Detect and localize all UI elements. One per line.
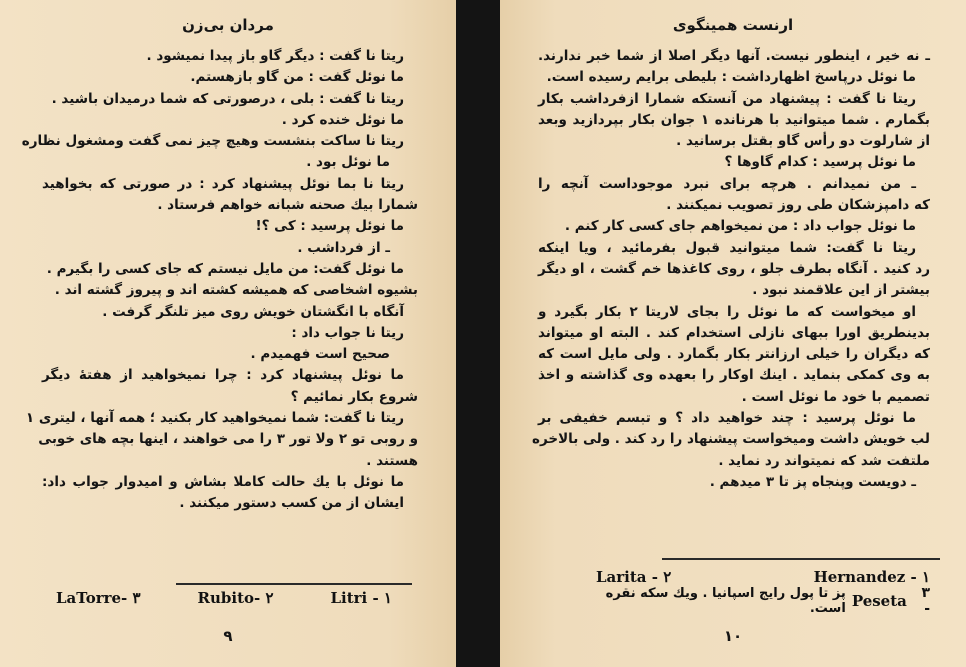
text-line: ریتا نا گفت : پیشنهاد من آنستکه شمارا ازفرداشب بکار [538, 90, 916, 107]
book-gutter [456, 0, 500, 667]
footnote-3-description: پز تا پول رایج اسپانیا . ویك سکه نقره است. [605, 586, 846, 616]
text-line: تصمیم با خود ما نوئل است . [741, 388, 930, 405]
footnote-1: Hernandez - ١ [813, 568, 930, 586]
footnote-3: LaTorre- ٣ [56, 589, 141, 607]
text-line: ریتا نا گفت: شما نمیخواهید کار بکنید ؛ همه آنها ، لیتری ١ [25, 410, 404, 427]
text-line: ریتا نا ساکت بنشست وهیچ چیز نمی گفت ومشغول نظاره [21, 133, 404, 150]
text-line: ریتا نا جواب داد : [291, 324, 404, 341]
text-line: ما نوئل خنده کرد . [281, 111, 404, 128]
text-line: ریتا نا گفت : بلی ، درصورتی که شما درمیدان باشید . [51, 90, 404, 107]
text-line: شمارا بیك صحنه شبانه خواهم فرستاد . [157, 197, 418, 214]
text-line: ریتا نا گفت: شما میتوانید قبول بفرمائید ، ویا اینکه [538, 239, 916, 256]
text-line: ملتفت شد که نمیتواند رد نماید . [718, 452, 930, 469]
text-line: ریتا نا گفت : دیگر گاو باز پیدا نمیشود . [146, 48, 404, 64]
text-line: شروع بکار نمائیم ؟ [290, 388, 418, 405]
page-header: مردان بی‌زن [182, 16, 274, 34]
text-line: هستند . [366, 452, 418, 469]
text-line: بگمارم . شما میتوانید با هرنانده ١ جوان بکار بپردازید وبعد [538, 111, 930, 128]
footnote-3: Peseta [851, 592, 907, 610]
text-line: ما نوئل جواب داد : من نمیخواهم جای کسی کار کنم . [564, 218, 916, 235]
text-line: لب خویش داشت ومیخواست پیشنهاد را رد کند . ولی بالاخره [531, 431, 930, 448]
right-page [500, 0, 966, 667]
text-line: بیشتر از این علاقمند نبود . [752, 282, 930, 299]
text-line: بشیوه اشخاصی که همیشه کشته اند و پیروز گشته اند . [54, 282, 418, 299]
text-line: به وی کمکی بنماید . اینك اوکار را بعهده وی گذاشته و اخذ [538, 367, 930, 384]
footnotes [56, 586, 392, 610]
text-line: که دامپزشکان طی روز تصویب نمیکنند . [666, 197, 930, 214]
text-line: و روبی تو ٢ ولا تور ٣ را می خواهند ، اینها بچه های خوبی [38, 431, 418, 448]
text-line: ما نوئل بود . [306, 154, 390, 171]
text-line: ما نوئل پرسید : کدام گاوها ؟ [724, 154, 916, 171]
text-line: ـ نه خیر ، اینطور نیست. آنها دیگر اصلا از شما خبر ندارند. [538, 48, 930, 64]
text-line: ما نوئل پرسید : کی ؟! [255, 218, 404, 235]
text-line: ـ دویست وپنجاه پز تا ٣ میدهم . [709, 473, 916, 490]
text-line: ـ از فرداشب . [297, 239, 390, 256]
text-line: ما نوئل با یك حالت کاملا بشاش و امیدوار جواب داد: [42, 473, 404, 490]
footnote-1: Litri - ١ [330, 589, 392, 607]
page-number: ١٠ [723, 627, 743, 645]
text-line: ما نوئل پرسید : چند خواهید داد ؟ و تبسم خفیفی بر [538, 410, 916, 427]
text-line: ایشان از من کسب دستور میکنند . [179, 495, 404, 512]
footnotes [596, 565, 930, 617]
body-text [21, 46, 418, 515]
text-line: صحیح است فهمیدم . [250, 346, 390, 363]
text-line: ریتا نا بما نوئل پیشنهاد کرد : در صورتی که بخواهید [42, 175, 404, 192]
text-line: ما نوئل گفت : من گاو بازهستم. [190, 69, 404, 86]
text-line: ما نوئل پیشنهاد کرد : چرا نمیخواهید از هفتهٔ دیگر [42, 367, 404, 384]
body-text [531, 46, 930, 493]
text-line: آنگاه با انگشتان خویش روی میز تلنگر گرفت . [102, 303, 404, 320]
footnote-2: Rubito- ٢ [197, 589, 274, 607]
footnote-3-number: ٣ - [921, 585, 930, 617]
page-header: ارنست همینگوی [672, 16, 794, 34]
footnote-rule [176, 583, 412, 585]
text-line: ما نوئل درپاسخ اظهارداشت : بلیطی برایم رسیده است. [546, 69, 916, 86]
text-line: او میخواست که ما نوئل را بجای لاریتا ٢ بکار بگیرد و [538, 303, 916, 320]
footnote-rule [662, 558, 940, 560]
left-page [0, 0, 456, 667]
text-line: ـ من نمیدانم . هرچه برای نبرد موجوداست آنچه را [538, 175, 916, 192]
text-line: که دیگران را خیلی ارزانتر بکار بگمارد . ولی مایل است که [538, 346, 930, 363]
text-line: از شارلوت دو رأس گاو بقتل برسانید . [676, 133, 930, 150]
text-line: بدینطریق اورا ببهای نازلی استخدام کند . البته او میتواند [538, 324, 930, 341]
text-line: رد کنید . آنگاه بطرف جلو ، روی کاغذها خم گشت ، او دیگر [538, 260, 930, 277]
page-number: ٩ [223, 627, 233, 645]
footnote-2: Larita - ٢ [596, 568, 672, 586]
text-line: ما نوئل گفت: من مایل نیستم که جای کسی را بگیرم . [46, 260, 404, 277]
